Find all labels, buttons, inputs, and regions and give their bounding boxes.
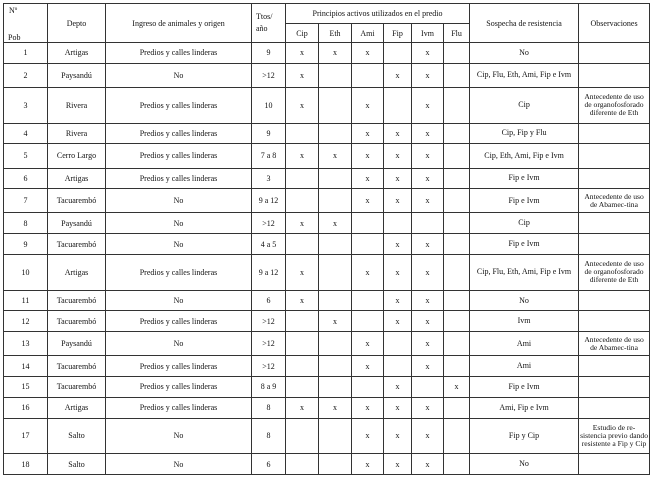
table-row [4,454,650,475]
cell-depto: Artigas [48,254,106,290]
cell-mark: x [412,254,444,290]
header-active: Eth [319,24,352,43]
table-row [4,397,650,418]
cell-mark: x [286,397,319,418]
cell-mark: x [412,454,444,475]
cell-mark: x [412,123,444,144]
cell-ingreso: Predios y calles linderas [106,144,252,168]
cell-n-pob: 5 [4,144,48,168]
cell-n-pob: 2 [4,63,48,87]
cell-n-pob: 8 [4,213,48,234]
header-active: Fip [384,24,412,43]
header-row-1 [4,4,650,24]
cell-n-pob: 17 [4,418,48,454]
cell-sospecha: Ivm [470,311,579,332]
cell-mark: x [352,189,384,213]
cell-mark [352,377,384,398]
cell-ingreso: No [106,234,252,255]
cell-ingreso: Predios y calles linderas [106,43,252,64]
table-row [4,418,650,454]
cell-depto: Tacuarembó [48,311,106,332]
cell-ttos: 6 [252,454,286,475]
cell-n-pob: 3 [4,87,48,123]
cell-sospecha: Fip e Ivm [470,234,579,255]
cell-mark [444,454,470,475]
cell-mark: x [412,87,444,123]
table-row [4,168,650,189]
cell-mark [286,189,319,213]
cell-mark: x [352,43,384,64]
cell-mark [286,377,319,398]
cell-ttos: >12 [252,356,286,377]
cell-observaciones: Estudio de re-sistencia previo dando resistente a Fip y Cip [579,418,650,454]
cell-observaciones [579,234,650,255]
cell-mark: x [444,377,470,398]
cell-observaciones [579,213,650,234]
header-depto: Depto [48,4,106,43]
cell-mark: x [384,168,412,189]
cell-n-pob: 14 [4,356,48,377]
cell-ttos: 6 [252,290,286,311]
cell-mark: x [286,290,319,311]
header-ano-label: año [256,24,268,33]
cell-mark: x [412,418,444,454]
cell-mark: x [412,332,444,356]
cell-observaciones [579,63,650,87]
cell-mark: x [286,213,319,234]
cell-ingreso: Predios y calles linderas [106,87,252,123]
cell-observaciones: Antecedente de uso de Abamec-tina [579,332,650,356]
cell-ttos: 9 [252,123,286,144]
cell-sospecha: Fip e Ivm [470,189,579,213]
cell-depto: Paysandú [48,213,106,234]
cell-mark [319,87,352,123]
cell-sospecha: Cip [470,87,579,123]
cell-depto: Cerro Largo [48,144,106,168]
cell-mark [444,168,470,189]
cell-mark [444,254,470,290]
cell-sospecha: Fip e Ivm [470,377,579,398]
cell-observaciones [579,397,650,418]
cell-observaciones [579,43,650,64]
cell-mark [444,397,470,418]
cell-depto: Paysandú [48,63,106,87]
table-row [4,63,650,87]
cell-mark: x [384,63,412,87]
cell-sospecha: No [470,43,579,64]
cell-mark: x [319,213,352,234]
cell-observaciones [579,311,650,332]
cell-mark: x [384,397,412,418]
cell-mark [352,234,384,255]
table-row [4,234,650,255]
cell-mark [286,418,319,454]
cell-mark [444,123,470,144]
header-ttos-label: Ttos/ [256,12,273,21]
cell-n-pob: 4 [4,123,48,144]
cell-mark: x [352,356,384,377]
cell-mark: x [384,454,412,475]
cell-ttos: >12 [252,311,286,332]
cell-mark: x [352,87,384,123]
cell-mark: x [352,454,384,475]
cell-ingreso: No [106,213,252,234]
cell-mark [319,189,352,213]
table-row [4,290,650,311]
header-n-pob [4,4,48,43]
cell-ingreso: No [106,63,252,87]
cell-mark [444,144,470,168]
cell-mark: x [384,254,412,290]
cell-mark [444,189,470,213]
cell-ttos: 10 [252,87,286,123]
cell-observaciones [579,356,650,377]
table-row [4,123,650,144]
cell-mark [319,454,352,475]
cell-depto: Rivera [48,87,106,123]
cell-sospecha: Fip y Cip [470,418,579,454]
cell-observaciones: Antecedente de uso de organofosforado diferente de Eth [579,87,650,123]
header-active: Flu [444,24,470,43]
cell-depto: Tacuarembó [48,290,106,311]
cell-ttos: >12 [252,213,286,234]
cell-n-pob: 16 [4,397,48,418]
cell-mark: x [412,144,444,168]
cell-ingreso: No [106,454,252,475]
cell-ttos: 9 [252,43,286,64]
cell-observaciones [579,290,650,311]
cell-observaciones [579,144,650,168]
cell-sospecha: Fip e Ivm [470,168,579,189]
table-row [4,311,650,332]
cell-mark: x [286,254,319,290]
cell-mark [319,234,352,255]
header-ingreso: Ingreso de animales y origen [106,4,252,43]
table-row [4,43,650,64]
cell-mark: x [384,311,412,332]
cell-ttos: >12 [252,332,286,356]
cell-mark [286,332,319,356]
cell-mark: x [286,43,319,64]
cell-mark [352,213,384,234]
cell-observaciones: Antecedente de uso de organofosforado diferente de Eth [579,254,650,290]
cell-n-pob: 10 [4,254,48,290]
cell-mark [286,356,319,377]
table-body [4,43,650,475]
cell-ttos: 3 [252,168,286,189]
cell-n-pob: 1 [4,43,48,64]
cell-mark: x [352,168,384,189]
cell-mark [319,290,352,311]
cell-ttos: 4 a 5 [252,234,286,255]
cell-mark [444,290,470,311]
cell-ttos: 8 a 9 [252,377,286,398]
cell-mark [444,418,470,454]
cell-mark: x [412,311,444,332]
cell-mark [319,254,352,290]
cell-ttos: 8 [252,418,286,454]
cell-mark [319,123,352,144]
cell-mark [412,377,444,398]
cell-mark: x [412,168,444,189]
cell-sospecha: Ami [470,356,579,377]
cell-mark: x [352,254,384,290]
cell-mark [444,63,470,87]
cell-mark [319,377,352,398]
cell-mark [319,332,352,356]
cell-sospecha: Cip, Flu, Eth, Ami, Fip e Ivm [470,254,579,290]
cell-ingreso: No [106,189,252,213]
cell-mark [384,356,412,377]
cell-ingreso: No [106,332,252,356]
cell-ingreso: No [106,418,252,454]
resistance-table [3,3,650,475]
cell-mark [444,311,470,332]
cell-depto: Artigas [48,397,106,418]
cell-mark: x [384,144,412,168]
cell-mark [384,213,412,234]
cell-mark: x [352,123,384,144]
cell-sospecha: Cip, Flu, Eth, Ami, Fip e Ivm [470,63,579,87]
cell-mark [286,311,319,332]
cell-observaciones [579,377,650,398]
cell-n-pob: 13 [4,332,48,356]
cell-observaciones [579,123,650,144]
header-pob-label: Pob [8,33,21,42]
table-row [4,189,650,213]
cell-mark: x [352,397,384,418]
cell-mark: x [352,332,384,356]
header-ttos [252,4,286,43]
cell-mark: x [286,87,319,123]
cell-sospecha: Cip [470,213,579,234]
cell-mark [319,418,352,454]
cell-depto: Paysandú [48,332,106,356]
cell-mark [444,87,470,123]
cell-n-pob: 7 [4,189,48,213]
cell-mark [319,356,352,377]
cell-mark [352,290,384,311]
cell-mark [352,311,384,332]
table-row [4,377,650,398]
table-row [4,144,650,168]
cell-depto: Tacuarembó [48,189,106,213]
cell-ingreso: Predios y calles linderas [106,311,252,332]
cell-mark: x [384,377,412,398]
cell-mark: x [384,290,412,311]
header-principios: Principios activos utilizados en el predio [286,4,470,24]
cell-mark [286,168,319,189]
header-n-label: Nº [9,6,18,15]
cell-mark: x [412,189,444,213]
cell-sospecha: Cip, Fip y Flu [470,123,579,144]
cell-observaciones [579,454,650,475]
cell-ingreso: Predios y calles linderas [106,356,252,377]
cell-mark: x [319,311,352,332]
table-row [4,332,650,356]
cell-mark: x [412,290,444,311]
cell-sospecha: No [470,454,579,475]
table-row [4,356,650,377]
cell-ingreso: No [106,290,252,311]
cell-ingreso: Predios y calles linderas [106,254,252,290]
cell-mark [384,87,412,123]
cell-mark [444,234,470,255]
cell-ingreso: Predios y calles linderas [106,123,252,144]
cell-depto: Salto [48,418,106,454]
cell-mark [319,63,352,87]
cell-mark: x [412,397,444,418]
header-active: Cip [286,24,319,43]
cell-n-pob: 11 [4,290,48,311]
cell-n-pob: 18 [4,454,48,475]
cell-mark: x [412,63,444,87]
header-active: Ivm [412,24,444,43]
cell-ingreso: Predios y calles linderas [106,377,252,398]
cell-mark: x [384,189,412,213]
cell-mark: x [412,356,444,377]
cell-ttos: 9 a 12 [252,189,286,213]
cell-n-pob: 15 [4,377,48,398]
cell-depto: Tacuarembó [48,356,106,377]
header-sospecha: Sospecha de resistencia [470,4,579,43]
cell-mark [286,454,319,475]
cell-observaciones [579,168,650,189]
cell-n-pob: 9 [4,234,48,255]
cell-sospecha: Ami [470,332,579,356]
cell-sospecha: No [470,290,579,311]
cell-mark [286,123,319,144]
cell-depto: Tacuarembó [48,377,106,398]
table-row [4,213,650,234]
cell-mark: x [319,144,352,168]
cell-ttos: >12 [252,63,286,87]
cell-mark: x [352,144,384,168]
header-active: Ami [352,24,384,43]
cell-mark [444,213,470,234]
cell-mark: x [412,43,444,64]
cell-sospecha: Cip, Eth, Ami, Fip e Ivm [470,144,579,168]
cell-n-pob: 12 [4,311,48,332]
cell-sospecha: Ami, Fip e Ivm [470,397,579,418]
table-row [4,87,650,123]
cell-mark [319,168,352,189]
cell-mark: x [286,63,319,87]
cell-mark [444,356,470,377]
cell-mark [412,213,444,234]
cell-ingreso: Predios y calles linderas [106,168,252,189]
cell-mark: x [384,418,412,454]
cell-mark: x [384,123,412,144]
cell-mark [352,63,384,87]
cell-depto: Artigas [48,43,106,64]
cell-depto: Salto [48,454,106,475]
cell-mark [384,332,412,356]
cell-mark [384,43,412,64]
cell-depto: Tacuarembó [48,234,106,255]
cell-mark: x [319,397,352,418]
cell-mark: x [286,144,319,168]
cell-ttos: 7 a 8 [252,144,286,168]
table-row [4,254,650,290]
cell-depto: Rivera [48,123,106,144]
cell-mark: x [352,418,384,454]
cell-observaciones: Antecedente de uso de Abamec-tina [579,189,650,213]
cell-ingreso: Predios y calles linderas [106,397,252,418]
cell-ttos: 8 [252,397,286,418]
cell-mark: x [319,43,352,64]
cell-mark [286,234,319,255]
cell-mark [444,332,470,356]
cell-mark: x [412,234,444,255]
cell-mark: x [384,234,412,255]
cell-depto: Artigas [48,168,106,189]
header-observaciones: Observaciones [579,4,650,43]
cell-ttos: 9 a 12 [252,254,286,290]
cell-mark [444,43,470,64]
cell-n-pob: 6 [4,168,48,189]
